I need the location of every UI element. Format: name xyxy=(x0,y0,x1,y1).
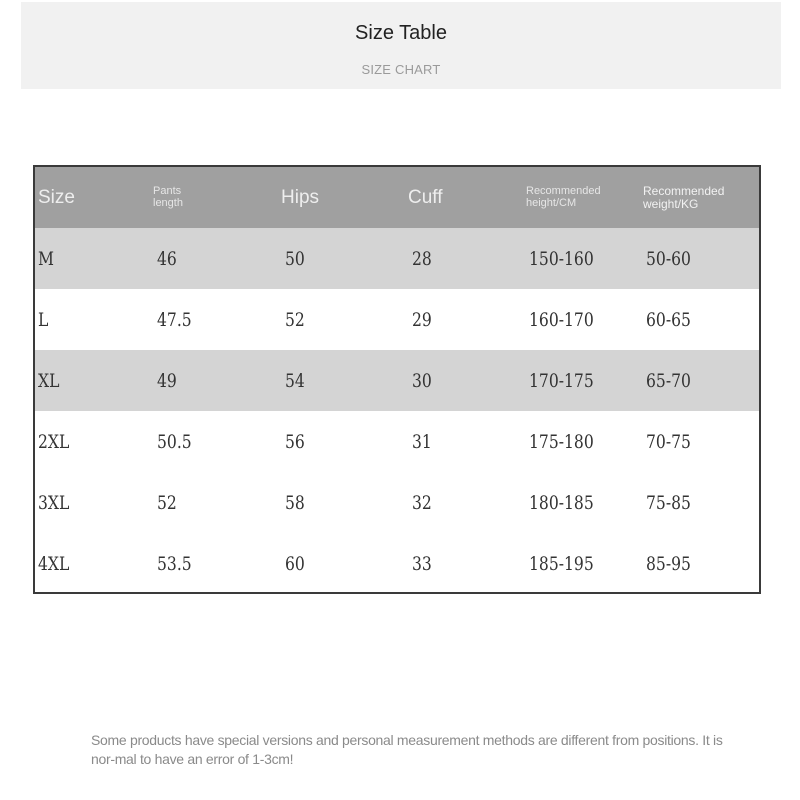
pants-length-cell: 53.5 xyxy=(157,552,192,575)
size-cell: M xyxy=(38,247,54,270)
recommended-weight-cell: 50-60 xyxy=(646,247,691,270)
cuff-cell: 31 xyxy=(412,430,432,453)
recommended-height-cell: 185-195 xyxy=(529,552,594,575)
recommended-height-cell: 175-180 xyxy=(529,430,594,453)
recommended-weight-cell: 75-85 xyxy=(646,491,691,514)
recommended-weight-cell: 60-65 xyxy=(646,308,691,331)
table-row xyxy=(35,289,759,350)
column-header-recommended-weight-line1: Recommended xyxy=(643,183,725,198)
size-cell: XL xyxy=(38,369,60,392)
column-header-cuff: Cuff xyxy=(408,186,443,208)
hips-cell: 56 xyxy=(285,430,305,453)
column-header-recommended-weight xyxy=(643,167,724,228)
pants-length-cell: 49 xyxy=(157,369,177,392)
table-row xyxy=(35,350,759,411)
table-row xyxy=(35,411,759,472)
hips-cell: 54 xyxy=(285,369,305,392)
cuff-cell: 32 xyxy=(412,491,432,514)
column-header-hips: Hips xyxy=(281,186,320,208)
column-header-size: Size xyxy=(38,186,75,208)
column-header-pants-length xyxy=(153,167,183,228)
hips-cell: 58 xyxy=(285,491,305,514)
column-header-pants-length-line2: length xyxy=(153,196,183,209)
hips-cell: 60 xyxy=(285,552,305,575)
cuff-cell: 29 xyxy=(412,308,432,331)
size-table xyxy=(33,165,761,594)
cuff-cell: 30 xyxy=(412,369,432,392)
column-header-recommended-weight-line2: weight/KG xyxy=(643,196,699,211)
pants-length-cell: 46 xyxy=(157,247,177,270)
table-row xyxy=(35,228,759,289)
size-cell: L xyxy=(38,308,49,331)
size-cell: 4XL xyxy=(38,552,70,575)
hips-cell: 50 xyxy=(285,247,305,270)
cuff-cell: 33 xyxy=(412,552,432,575)
table-row xyxy=(35,533,759,594)
page-subtitle: SIZE CHART xyxy=(361,62,441,77)
recommended-height-cell: 150-160 xyxy=(529,247,594,270)
measurement-footnote: Some products have special versions and personal measurement methods are different from positions. It is nor-mal to have an error of 1-3cm! xyxy=(91,732,723,767)
recommended-weight-cell: 70-75 xyxy=(646,430,691,453)
recommended-weight-cell: 85-95 xyxy=(646,552,691,575)
pants-length-cell: 47.5 xyxy=(157,308,192,331)
table-row xyxy=(35,472,759,533)
size-cell: 3XL xyxy=(38,491,70,514)
table-header-row xyxy=(35,167,759,228)
recommended-height-cell: 170-175 xyxy=(529,369,594,392)
column-header-recommended-height xyxy=(526,167,601,228)
pants-length-cell: 52 xyxy=(157,491,177,514)
header-band xyxy=(21,2,781,89)
size-cell: 2XL xyxy=(38,430,70,453)
recommended-height-cell: 160-170 xyxy=(529,308,594,331)
pants-length-cell: 50.5 xyxy=(157,430,192,453)
column-header-recommended-height-line1: Recommended xyxy=(526,184,601,197)
recommended-height-cell: 180-185 xyxy=(529,491,594,514)
column-header-recommended-height-line2: height/CM xyxy=(526,196,577,209)
page-title: Size Table xyxy=(355,22,447,44)
column-header-pants-length-line1: Pants xyxy=(153,184,182,197)
recommended-weight-cell: 65-70 xyxy=(646,369,691,392)
hips-cell: 52 xyxy=(285,308,305,331)
cuff-cell: 28 xyxy=(412,247,432,270)
